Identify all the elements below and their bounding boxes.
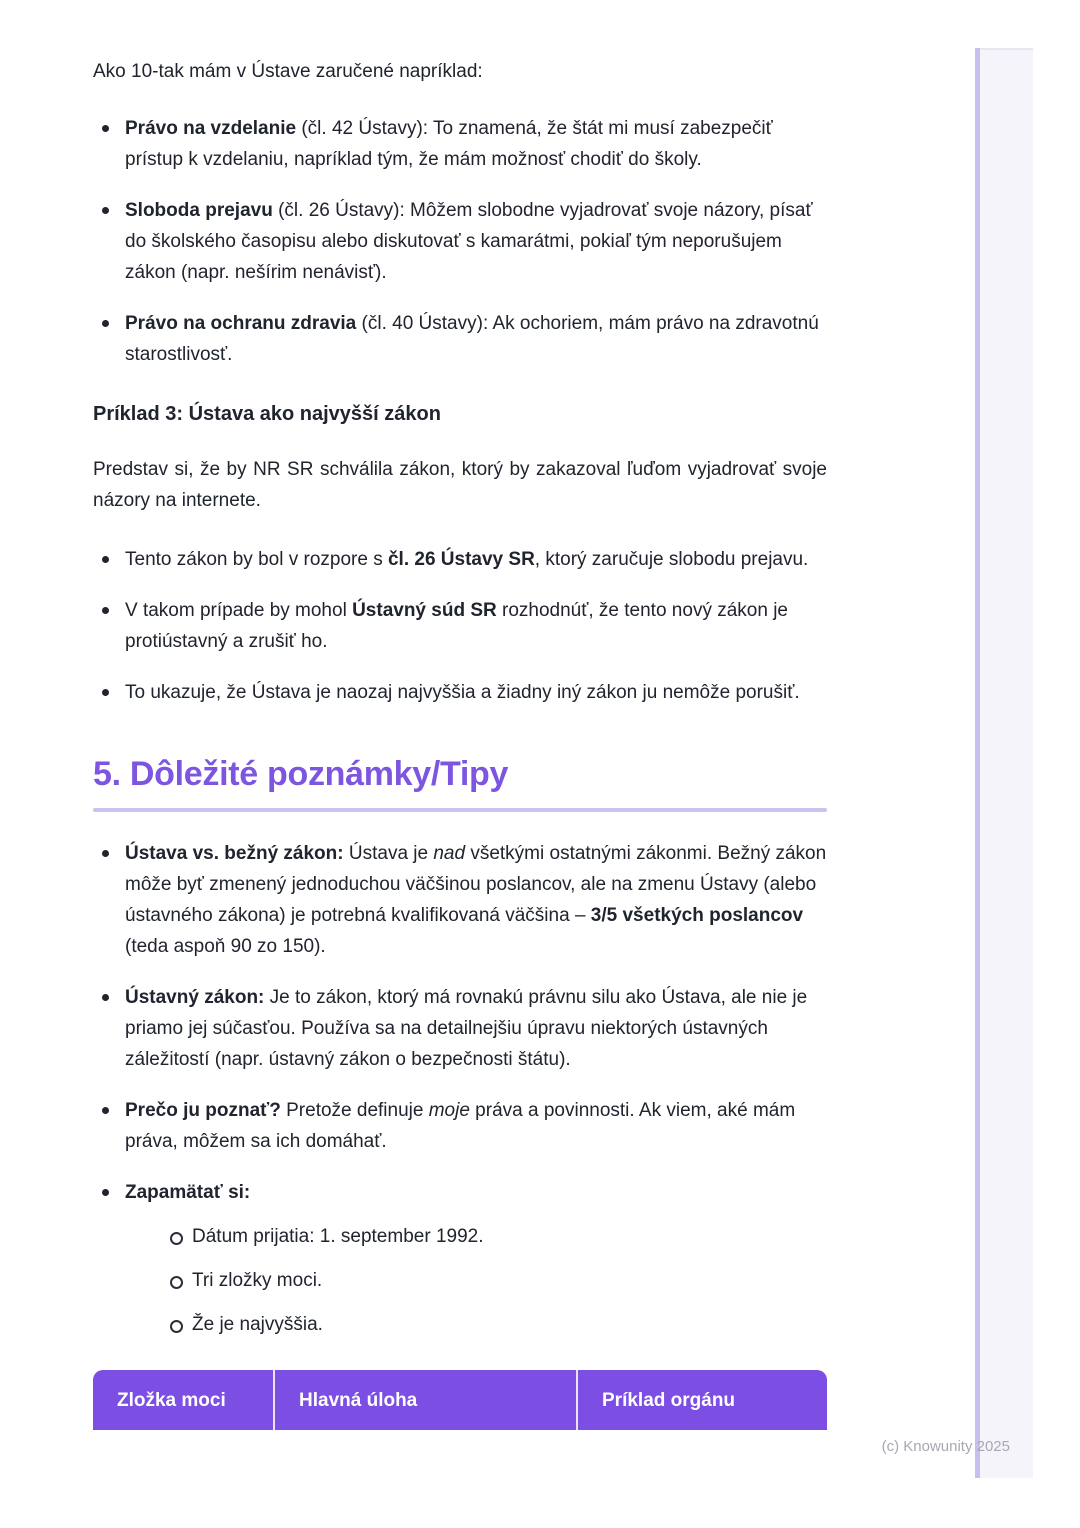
tip-bold: 3/5 všetkých poslancov [590, 905, 804, 926]
right-body: (čl. 42 Ústavy): To znamená, že štát mi musí zabezpečiť prístup k vzdelaniu, napríklad tým, že mám možnosť chodiť do školy. [125, 118, 773, 170]
list-item [93, 113, 827, 175]
tip-text: Pretože definuje [286, 1100, 429, 1121]
intro-paragraph: Ako 10-tak mám v Ústave zaručené napríklad: [93, 61, 483, 82]
tips-list [93, 838, 827, 1340]
example-intro-paragraph: Predstav si, že by NR SR schválila zákon, ktorý by zakazoval ľuďom vyjadrovať svoje názory na internete. [93, 459, 827, 511]
tip-bold: Ústavný zákon: [125, 987, 270, 1008]
right-title: Sloboda prejavu [125, 200, 273, 221]
tip-bold: Prečo ju poznať? [125, 1100, 287, 1121]
item-bold: čl. 26 Ústavy SR [387, 549, 535, 570]
sub-list-item: Tri zložky moci. [162, 1265, 827, 1296]
list-item [93, 544, 827, 575]
table-header-row [93, 1370, 827, 1430]
tip-text: Ústava je [348, 843, 434, 864]
tip-text: Je to zákon, ktorý má rovnakú právnu silu ako Ústava, ale nie je priamo jej súčasťou. Používa sa na detailnejšiu úpravu niektorých ústavných záležitostí (napr. ústavný zákon o bezpečnosti štátu). [125, 987, 808, 1070]
next-page-edge [980, 48, 1033, 1478]
copyright-watermark: (c) Knowunity 2025 [881, 1438, 1010, 1455]
list-item [93, 838, 827, 962]
tip-text: všetkými ostatnými zákonmi. Bežný zákon môže byť zmenený jednoduchou väčšinou poslancov, ale na zmenu Ústavy (alebo ústavného zákona) je potrebná kvalifikovaná väčšina – [125, 843, 827, 926]
tip-text: (teda aspoň 90 zo 150). [125, 936, 326, 957]
right-title: Právo na ochranu zdravia [125, 313, 357, 334]
list-item [93, 308, 827, 370]
item-text: rozhodnúť, že tento nový zákon je protiústavný a zrušiť ho. [125, 600, 788, 652]
list-item [93, 677, 827, 708]
section-heading: 5. Dôležité poznámky/Tipy [93, 755, 509, 793]
example-list [93, 544, 827, 708]
tip-italic: moje [428, 1100, 470, 1121]
sub-list-item: Že je najvyššia. [162, 1309, 827, 1340]
list-item [93, 195, 827, 288]
tip-bold: Ústava vs. bežný zákon: [125, 843, 349, 864]
sub-list-item: Dátum prijatia: 1. september 1992. [162, 1221, 827, 1252]
list-item [93, 1095, 827, 1157]
example-heading: Príklad 3: Ústava ako najvyšší zákon [93, 403, 441, 425]
tip-italic: nad [433, 843, 466, 864]
tip-text: práva a povinnosti. Ak viem, aké mám práva, môžem sa ich domáhať. [125, 1100, 796, 1152]
list-item [93, 595, 827, 657]
right-body: (čl. 40 Ústavy): Ak ochoriem, mám právo na zdravotnú starostlivosť. [125, 313, 819, 365]
table-header-cell: Príklad orgánu [576, 1370, 827, 1430]
rights-list [93, 113, 827, 370]
item-text: V takom prípade by mohol [125, 600, 353, 621]
item-bold: Ústavný súd SR [352, 600, 497, 621]
table-header-cell: Zložka moci [117, 1389, 226, 1411]
table-header-cell: Hlavná úloha [273, 1370, 576, 1430]
list-item [93, 1177, 827, 1340]
item-text: To ukazuje, že Ústava je naozaj najvyššia a žiadny iný zákon ju nemôže porušiť. [125, 682, 800, 703]
item-text: , ktorý zaručuje slobodu prejavu. [534, 549, 809, 570]
section-heading-rule [93, 808, 827, 812]
next-page-edge-line [975, 48, 980, 1478]
item-text: Tento zákon by bol v rozpore s [125, 549, 388, 570]
list-item [93, 982, 827, 1075]
right-title: Právo na vzdelanie [125, 118, 297, 139]
document-page [93, 56, 827, 1430]
right-body: (čl. 26 Ústavy): Môžem slobodne vyjadrovať svoje názory, písať do školského časopisu alebo diskutovať s kamarátmi, pokiaľ tým neporušujem zákon (napr. nešírim nenávisť). [125, 200, 813, 283]
memorize-sublist [125, 1221, 827, 1340]
tip-bold: Zapamätať si: [125, 1182, 251, 1203]
